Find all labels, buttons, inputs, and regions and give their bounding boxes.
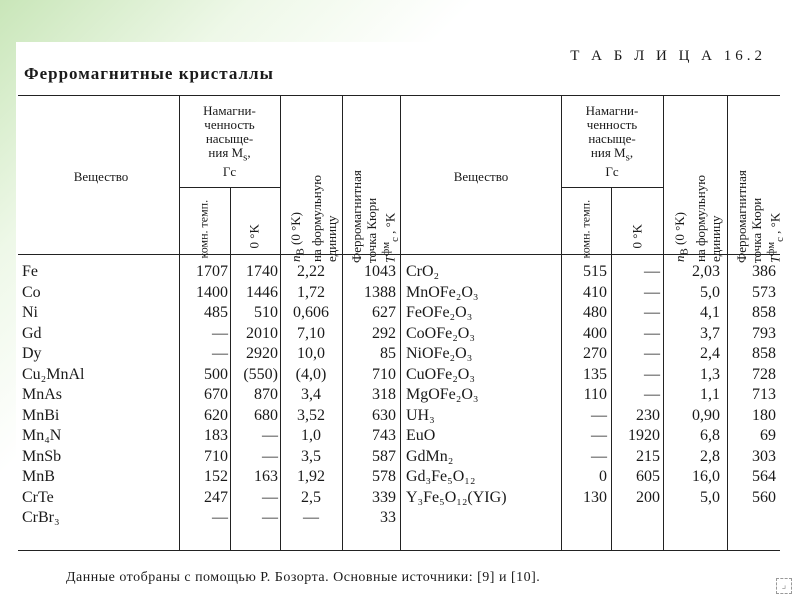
cell-tc: 858: [752, 345, 776, 362]
header-sub: B: [678, 248, 691, 256]
cell-name: Y₃Fe₅O₁₂(YIG): [406, 488, 507, 506]
cell-name: GdMn₂: [406, 447, 454, 465]
header-magnetization-line: [179, 146, 280, 165]
right-table-row: [16, 467, 784, 487]
header-text: ния M: [208, 145, 244, 160]
cell-zero: 215: [636, 447, 660, 465]
header-magnetization-line: [561, 146, 663, 165]
cell-name: CrO₂: [406, 263, 440, 280]
header-room-temp: комн. темп.: [196, 199, 211, 259]
header-curie-right: [734, 115, 786, 263]
header-magnetization: [179, 104, 280, 179]
header-zero-k: 0 °K: [246, 224, 262, 249]
right-table-row: [16, 344, 784, 364]
header-text: n: [672, 255, 687, 262]
header-sub: s: [625, 151, 630, 164]
header-text: ния M: [590, 145, 626, 160]
right-table-row: [16, 406, 784, 426]
cell-tc: 180: [752, 406, 776, 424]
cell-name: Gd₃Fe₅O₁₂: [406, 468, 476, 485]
cell-room: 1707: [196, 263, 228, 280]
cell-room: —: [591, 427, 607, 444]
header-magnetization-line: ченность: [204, 117, 255, 132]
cell-room: 710: [204, 447, 228, 465]
header-nb-line: на формульную: [692, 175, 708, 262]
header-nb: [288, 116, 339, 262]
cell-room: 515: [583, 263, 607, 280]
right-table-row: [16, 385, 784, 405]
header-magnetization-line: Намагни-: [203, 103, 256, 118]
cell-nb: 6,8: [700, 427, 720, 444]
cell-room: 0: [599, 468, 607, 485]
cell-zero: 510: [254, 304, 278, 321]
bottom-rule: [18, 550, 780, 551]
subheader-rule: [561, 187, 663, 188]
cell-zero: —: [644, 324, 660, 342]
cell-name: CoOFe₂O₃: [406, 324, 475, 342]
cell-zero: 1920: [628, 427, 660, 444]
cell-name: EuO: [406, 427, 436, 444]
cell-room: 1400: [196, 283, 228, 301]
cell-room: 110: [583, 386, 607, 403]
header-curie-line: точка Кюри: [364, 197, 379, 263]
cell-tc: 743: [372, 427, 396, 444]
cell-zero: 2010: [246, 324, 278, 342]
cell-name: MnOFe₂O₃: [406, 283, 479, 301]
right-table-row: [16, 324, 784, 344]
cell-tc: 33: [380, 509, 396, 526]
cell-nb: 5,0: [700, 488, 720, 506]
header-sub: c: [773, 237, 786, 242]
resize-corner-icon: ⌟: [776, 578, 792, 594]
table-title: Ферромагнитные кристаллы: [24, 64, 274, 83]
header-text: , °K: [767, 212, 783, 238]
cell-tc: 69: [760, 427, 776, 444]
cell-room: 480: [583, 304, 607, 321]
cell-zero: —: [262, 447, 278, 465]
cell-tc: 578: [372, 468, 396, 485]
cell-room: 135: [583, 365, 607, 383]
cell-zero: 163: [254, 468, 278, 485]
right-table-row: [16, 283, 784, 303]
cell-nb: 16,0: [692, 468, 720, 485]
header-text: n: [288, 255, 303, 262]
cell-name: MnAs: [22, 386, 63, 403]
cell-tc: 573: [752, 283, 776, 301]
cell-tc: 386: [752, 263, 776, 280]
cell-nb: 4,1: [700, 304, 720, 321]
cell-nb: 2,22: [297, 263, 325, 280]
cell-zero: 870: [254, 386, 278, 403]
cell-tc: 793: [752, 324, 776, 342]
cell-zero: 2920: [246, 345, 278, 362]
header-nb-line: [672, 116, 693, 262]
right-table-row: [16, 488, 784, 508]
header-curie-line: [764, 115, 788, 263]
cell-name: Cu₂MnAl: [22, 365, 85, 383]
cell-tc: 627: [372, 304, 396, 321]
cell-zero: —: [262, 427, 278, 444]
cell-tc: 858: [752, 304, 776, 321]
cell-zero: —: [644, 345, 660, 362]
cell-room: —: [591, 447, 607, 465]
right-table-row: [16, 365, 784, 385]
header-units: Гс: [605, 163, 619, 179]
cell-nb: 1,3: [700, 365, 720, 383]
header-substance: Вещество: [73, 169, 129, 184]
cell-name: CuOFe₂O₃: [406, 365, 475, 383]
header-magnetization-right: [561, 104, 663, 179]
header-units: Гс: [222, 163, 237, 179]
header-substance-right: Вещество: [453, 169, 509, 184]
cell-name: Ni: [22, 304, 38, 321]
cell-nb: 3,52: [297, 406, 325, 424]
cell-zero: (550): [243, 365, 278, 383]
header-magnetization-line: насыще-: [205, 131, 254, 146]
header-text: (0 °K): [288, 212, 303, 249]
cell-zero: 230: [636, 406, 660, 424]
header-text: ,: [247, 145, 251, 160]
cell-nb: 3,5: [301, 447, 321, 465]
header-nb-line: на формульную: [308, 175, 324, 262]
cell-name: MnSb: [22, 447, 62, 465]
cell-name: FeOFe₂O₃: [406, 304, 473, 321]
cell-tc: 587: [372, 447, 396, 465]
right-table-row: [16, 447, 784, 467]
cell-nb: 1,72: [297, 283, 325, 301]
header-curie: [349, 115, 401, 263]
header-sub: B: [294, 248, 307, 256]
cell-tc: 710: [372, 365, 396, 383]
table-footnote: Данные отобраны с помощью Р. Бозорта. Основные источники: [9] и [10].: [66, 570, 541, 585]
cell-tc: 560: [752, 488, 776, 506]
cell-tc: 1388: [364, 283, 396, 301]
left-table-row: [16, 508, 784, 528]
cell-tc: 713: [752, 386, 776, 403]
cell-room: 152: [204, 468, 228, 485]
cell-name: Fe: [22, 263, 38, 280]
header-sub: c: [388, 237, 401, 242]
cell-zero: —: [644, 283, 660, 301]
cell-nb: 3,4: [301, 386, 321, 403]
right-table-row: [16, 303, 784, 323]
cell-nb: 2,03: [692, 263, 720, 280]
cell-nb: 2,8: [700, 447, 720, 465]
subheader-rule: [179, 187, 280, 188]
cell-room: 183: [204, 427, 228, 444]
cell-room: —: [212, 324, 228, 342]
right-table-row: [16, 426, 784, 446]
cell-tc: 630: [372, 406, 396, 424]
cell-nb: 5,0: [700, 283, 720, 301]
cell-tc: 1043: [364, 263, 396, 280]
cell-tc: 303: [752, 447, 776, 465]
header-sup: фм: [765, 241, 777, 256]
header-sub: s: [243, 151, 248, 164]
cell-tc: 339: [372, 488, 396, 506]
header-curie-line: Ферромагнитная: [349, 170, 364, 263]
cell-room: 485: [204, 304, 228, 321]
cell-name: MgOFe₂O₃: [406, 386, 479, 403]
table-caption: Т А Б Л И Ц А 16.2: [570, 48, 766, 64]
cell-nb: 3,7: [700, 324, 720, 342]
cell-tc: 292: [372, 324, 396, 342]
header-text: , °K: [382, 212, 398, 238]
cell-room: 500: [204, 365, 228, 383]
header-text: ,: [629, 145, 634, 160]
cell-zero: —: [644, 304, 660, 321]
cell-name: Dy: [22, 345, 42, 362]
cell-zero: 680: [254, 406, 278, 424]
header-text: (0 °K): [672, 212, 687, 249]
cell-zero: —: [262, 509, 278, 526]
cell-room: 270: [583, 345, 607, 362]
cell-name: UH₃: [406, 406, 435, 424]
cell-room: 670: [204, 386, 228, 403]
cell-room: 410: [583, 283, 607, 301]
header-nb-line: [288, 116, 309, 262]
cell-tc: 728: [752, 365, 776, 383]
cell-room: 130: [583, 488, 607, 506]
cell-tc: 318: [372, 386, 396, 403]
cell-nb: —: [303, 509, 319, 526]
cell-nb: 0,90: [692, 406, 720, 424]
cell-room: 400: [583, 324, 607, 342]
cell-zero: 1446: [246, 283, 278, 301]
cell-zero: —: [644, 263, 660, 280]
header-curie-line: Ферромагнитная: [734, 170, 749, 263]
cell-nb: 1,1: [700, 386, 720, 403]
cell-name: MnBi: [22, 406, 60, 424]
header-nb-line: единицу: [323, 215, 339, 262]
top-rule: [18, 95, 780, 96]
header-magnetization-line: Намагни-: [585, 103, 639, 118]
cell-nb: 1,0: [301, 427, 321, 444]
cell-name: MnB: [22, 468, 55, 485]
cell-zero: —: [644, 365, 660, 383]
cell-nb: 0,606: [293, 304, 329, 321]
header-text: T: [382, 255, 398, 263]
header-nb-line: единицу: [707, 215, 723, 262]
cell-room: —: [212, 509, 228, 526]
cell-nb: 10,0: [297, 345, 325, 362]
header-zero-k-right: 0 °K: [629, 224, 645, 249]
cell-zero: 1740: [246, 263, 278, 280]
cell-name: NiOFe₂O₃: [406, 345, 473, 362]
cell-zero: 200: [636, 488, 660, 506]
cell-nb: 1,92: [297, 468, 325, 485]
cell-nb: (4,0): [295, 365, 327, 383]
cell-zero: —: [262, 488, 278, 506]
cell-name: Gd: [22, 324, 42, 342]
cell-name: CrBr₃: [22, 509, 60, 526]
header-curie-line: [379, 115, 403, 263]
cell-room: —: [591, 406, 607, 424]
cell-name: Co: [22, 283, 41, 301]
header-curie-line: точка Кюри: [749, 197, 764, 263]
cell-zero: 605: [636, 468, 660, 485]
cell-nb: 7,10: [297, 324, 325, 342]
cell-room: —: [212, 345, 228, 362]
header-text: T: [767, 255, 783, 263]
right-table-row: [16, 262, 784, 282]
header-sup: фм: [380, 241, 392, 256]
cell-nb: 2,4: [700, 345, 720, 362]
cell-room: 620: [204, 406, 228, 424]
header-magnetization-line: ченность: [586, 117, 638, 132]
cell-tc: 85: [380, 345, 396, 362]
cell-room: 247: [204, 488, 228, 506]
cell-name: CrTe: [22, 488, 54, 506]
header-magnetization-line: насыще-: [588, 131, 636, 146]
header-room-temp-right: комн. темп.: [578, 199, 593, 259]
document-page: [16, 42, 784, 590]
cell-nb: 2,5: [301, 488, 321, 506]
cell-name: Mn₄N: [22, 427, 62, 444]
cell-tc: 564: [752, 468, 776, 485]
header-nb-right: [672, 116, 723, 262]
cell-zero: —: [644, 386, 660, 403]
